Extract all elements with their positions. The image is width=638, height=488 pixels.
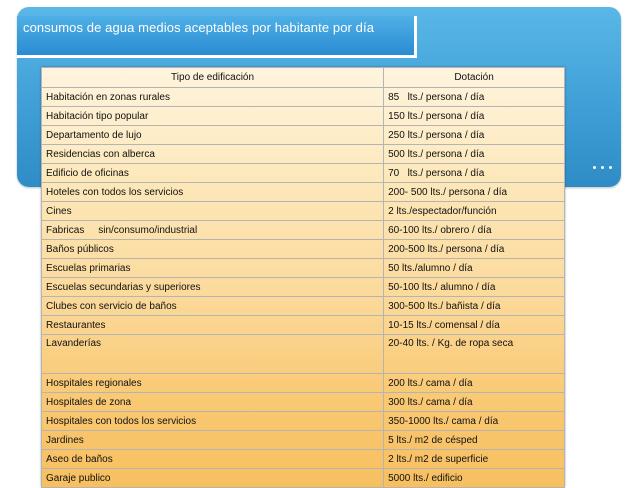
allocation-cell: 5 lts./ m2 de césped xyxy=(384,431,565,450)
decorative-dot xyxy=(609,166,612,169)
building-type-cell: Fabricas sin/consumo/industrial xyxy=(42,221,384,240)
building-type-cell: Escuelas primarias xyxy=(42,259,384,278)
table-row xyxy=(42,164,565,183)
building-type-cell: Garaje publico xyxy=(42,469,384,488)
allocation-cell: 200 lts./ cama / día xyxy=(384,374,565,393)
table-header-row xyxy=(42,68,565,88)
building-type-cell: Habitación tipo popular xyxy=(42,107,384,126)
allocation-cell: 50-100 lts./ alumno / día xyxy=(384,278,565,297)
table-row xyxy=(42,88,565,107)
table-row xyxy=(42,316,565,335)
allocation-cell: 150 lts./ persona / día xyxy=(384,107,565,126)
allocation-cell: 70 lts./ persona / día xyxy=(384,164,565,183)
building-type-cell: Lavanderías xyxy=(42,335,384,374)
table-row xyxy=(42,297,565,316)
allocation-cell: 300 lts./ cama / día xyxy=(384,393,565,412)
table-row xyxy=(42,412,565,431)
table-row xyxy=(42,221,565,240)
building-type-cell: Baños públicos xyxy=(42,240,384,259)
table-row xyxy=(42,259,565,278)
building-type-cell: Cines xyxy=(42,202,384,221)
allocation-cell: 85 lts./ persona / día xyxy=(384,88,565,107)
building-type-cell: Hoteles con todos los servicios xyxy=(42,183,384,202)
table-row xyxy=(42,240,565,259)
header-dotacion: Dotación xyxy=(384,68,565,88)
allocation-cell: 5000 lts./ edificio xyxy=(384,469,565,488)
decorative-dot xyxy=(593,166,596,169)
table-row xyxy=(42,431,565,450)
allocation-cell: 350-1000 lts./ cama / día xyxy=(384,412,565,431)
building-type-cell: Restaurantes xyxy=(42,316,384,335)
allocation-cell: 300-500 lts./ bañista / día xyxy=(384,297,565,316)
allocation-cell: 2 lts./ m2 de superficie xyxy=(384,450,565,469)
table-row xyxy=(42,202,565,221)
allocation-cell: 60-100 lts./ obrero / día xyxy=(384,221,565,240)
building-type-cell: Habitación en zonas rurales xyxy=(42,88,384,107)
header-tipo-de-edificacion: Tipo de edificación xyxy=(42,68,384,88)
water-consumption-table xyxy=(41,67,565,488)
table-row xyxy=(42,145,565,164)
table-row xyxy=(42,278,565,297)
allocation-cell: 500 lts./ persona / día xyxy=(384,145,565,164)
allocation-cell: 200- 500 lts./ persona / día xyxy=(384,183,565,202)
building-type-cell: Residencias con alberca xyxy=(42,145,384,164)
building-type-cell: Departamento de lujo xyxy=(42,126,384,145)
table-row xyxy=(42,393,565,412)
table-row xyxy=(42,107,565,126)
allocation-cell: 50 lts./alumno / día xyxy=(384,259,565,278)
table-row xyxy=(42,374,565,393)
table-row xyxy=(42,126,565,145)
allocation-cell: 20-40 lts. / Kg. de ropa seca xyxy=(384,335,565,374)
table-row xyxy=(42,450,565,469)
allocation-cell: 200-500 lts./ persona / día xyxy=(384,240,565,259)
water-consumption-table-container xyxy=(41,67,565,487)
table-row xyxy=(42,183,565,202)
allocation-cell: 10-15 lts./ comensal / día xyxy=(384,316,565,335)
allocation-cell: 250 lts./ persona / día xyxy=(384,126,565,145)
decorative-dot xyxy=(601,166,604,169)
building-type-cell: Hospitales de zona xyxy=(42,393,384,412)
slide-title: consumos de agua medios aceptables por habitante por día xyxy=(23,20,375,35)
building-type-cell: Aseo de baños xyxy=(42,450,384,469)
building-type-cell: Jardines xyxy=(42,431,384,450)
building-type-cell: Hospitales regionales xyxy=(42,374,384,393)
table-row xyxy=(42,335,565,374)
building-type-cell: Hospitales con todos los servicios xyxy=(42,412,384,431)
allocation-cell: 2 lts./espectador/función xyxy=(384,202,565,221)
building-type-cell: Edificio de oficinas xyxy=(42,164,384,183)
building-type-cell: Escuelas secundarias y superiores xyxy=(42,278,384,297)
building-type-cell: Clubes con servicio de baños xyxy=(42,297,384,316)
table-row xyxy=(42,469,565,488)
